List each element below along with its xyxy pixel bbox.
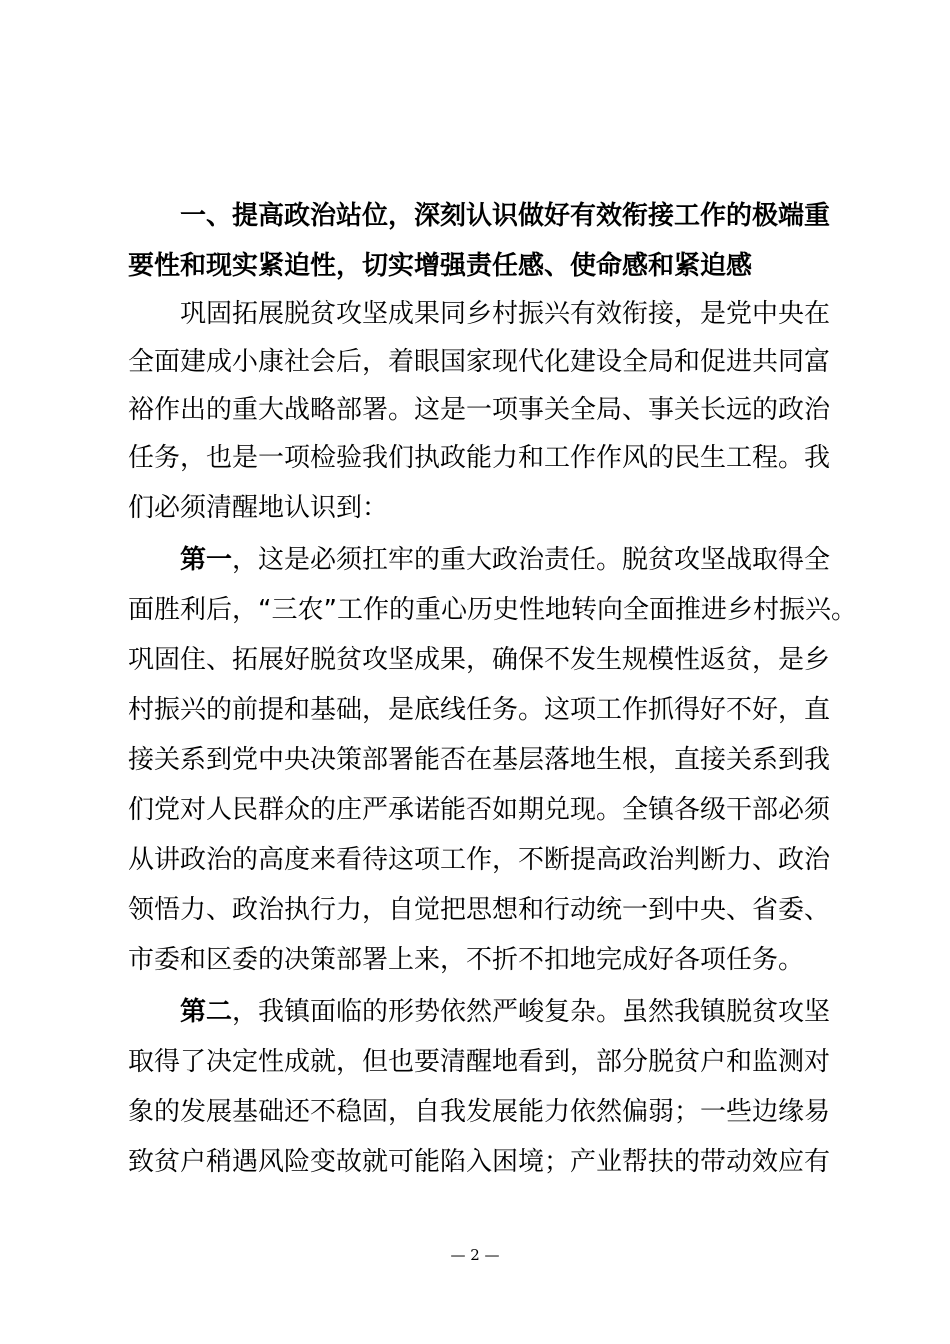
first-paragraph-line: 领悟力、政治执行力，自觉把思想和行动统一到中央、省委、	[128, 895, 831, 925]
first-paragraph-line: 村振兴的前提和基础，是底线任务。这项工作抓得好不好，直	[128, 695, 831, 725]
second-line-rest: ，我镇面临的形势依然严峻复杂。虽然我镇脱贫攻坚	[232, 997, 831, 1027]
second-paragraph-line: 象的发展基础还不稳固，自我发展能力依然偏弱；一些边缘易	[128, 1097, 831, 1127]
first-paragraph-line: 从讲政治的高度来看待这项工作，不断提高政治判断力、政治	[128, 845, 831, 875]
section-heading-line-1: 一、提高政治站位，深刻认识做好有效衔接工作的极端重	[180, 201, 831, 231]
intro-line: 巩固拓展脱贫攻坚成果同乡村振兴有效衔接，是党中央在	[180, 299, 831, 329]
first-paragraph-line	[180, 540, 830, 580]
first-paragraph-line: 接关系到党中央决策部署能否在基层落地生根，直接关系到我	[128, 745, 831, 775]
first-label: 第一	[180, 545, 233, 575]
second-label: 第二	[180, 997, 233, 1027]
first-line-rest: ，这是必须扛牢的重大政治责任。脱贫攻坚战取得全	[232, 545, 831, 575]
intro-line: 们必须清醒地认识到：	[128, 493, 389, 523]
intro-line: 任务，也是一项检验我们执政能力和工作作风的民生工程。我	[128, 443, 831, 473]
first-paragraph-line: 面胜利后，“三农”工作的重心历史性地转向全面推进乡村振兴。	[128, 595, 857, 625]
intro-line: 裕作出的重大战略部署。这是一项事关全局、事关长远的政治	[128, 395, 831, 425]
first-paragraph-line: 们党对人民群众的庄严承诺能否如期兑现。全镇各级干部必须	[128, 795, 831, 825]
second-paragraph-line	[180, 992, 830, 1032]
second-paragraph-line: 致贫户稍遇风险变故就可能陷入困境；产业帮扶的带动效应有	[128, 1147, 831, 1177]
section-heading-line-2: 要性和现实紧迫性，切实增强责任感、使命感和紧迫感	[128, 251, 753, 281]
intro-line: 全面建成小康社会后，着眼国家现代化建设全局和促进共同富	[128, 347, 831, 377]
page-number: — 2 —	[450, 1246, 500, 1264]
second-paragraph-line: 取得了决定性成就，但也要清醒地看到，部分脱贫户和监测对	[128, 1047, 831, 1077]
first-paragraph-line: 市委和区委的决策部署上来，不折不扣地完成好各项任务。	[128, 945, 805, 975]
first-paragraph-line: 巩固住、拓展好脱贫攻坚成果，确保不发生规模性返贫，是乡	[128, 645, 831, 675]
